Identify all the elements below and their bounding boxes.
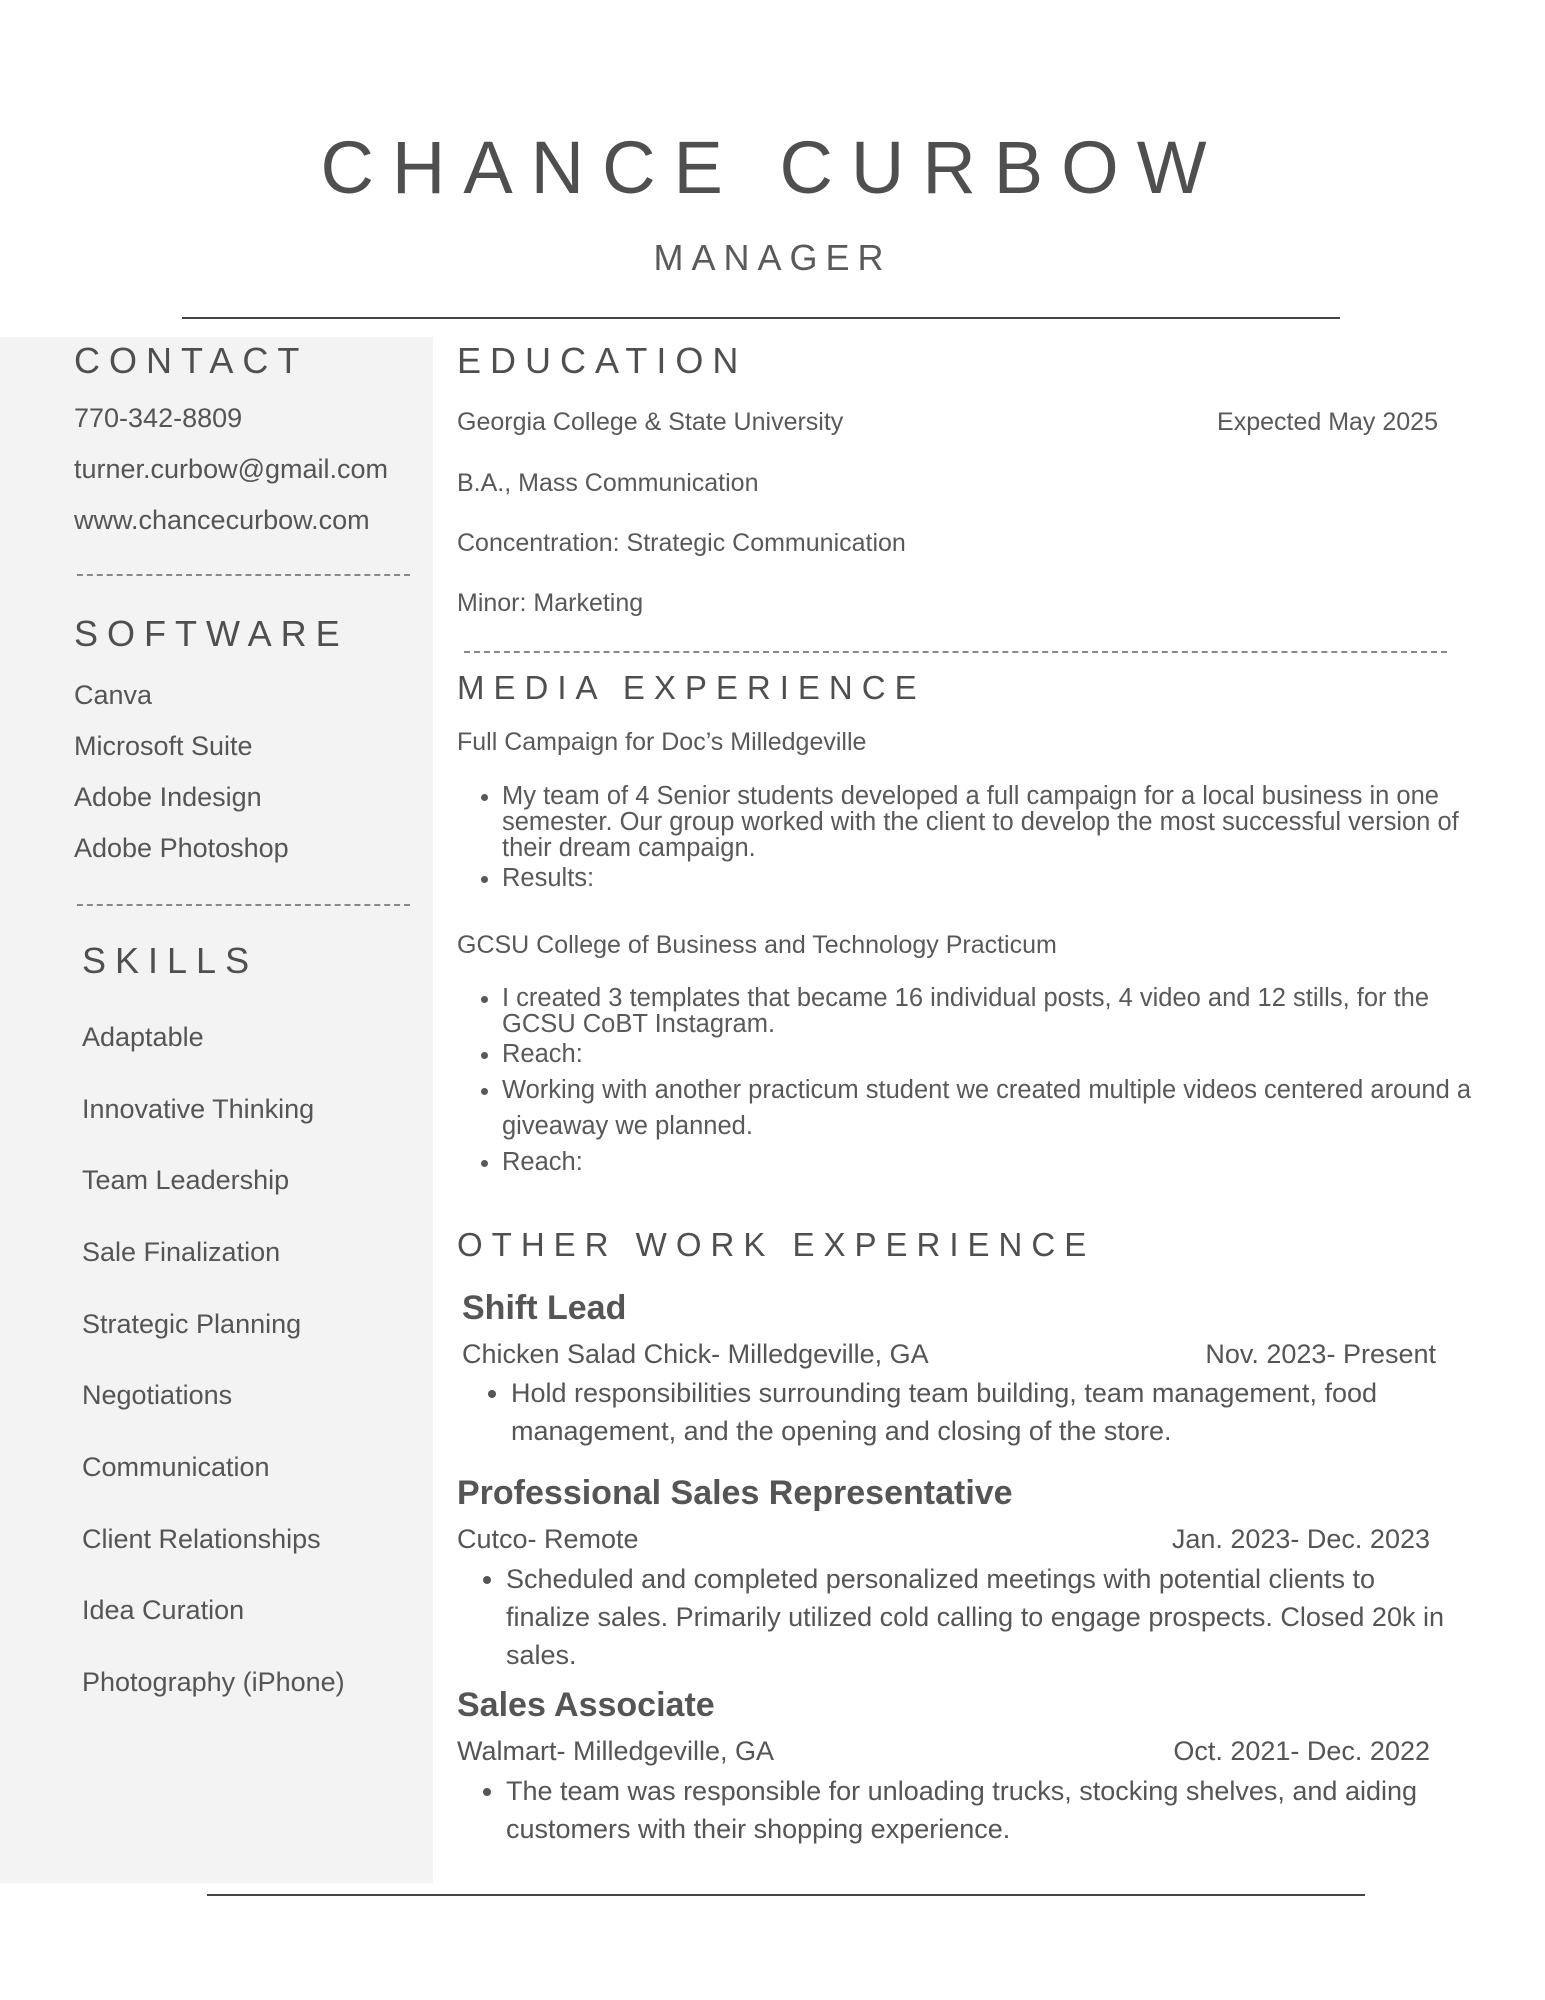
education-divider <box>464 651 1447 653</box>
contact-website: www.chancecurbow.com <box>74 505 370 535</box>
education-date: Expected May 2025 <box>1217 408 1438 436</box>
software-item: Canva <box>74 680 153 710</box>
contact-heading: CONTACT <box>74 340 309 381</box>
job-date: Nov. 2023- Present <box>1205 1339 1436 1369</box>
media-project-bullets <box>456 985 1492 1071</box>
footer-divider <box>207 1894 1365 1896</box>
education-minor: Minor: Marketing <box>457 589 644 617</box>
resume-name: CHANCE CURBOW <box>320 126 1225 209</box>
work-heading: OTHER WORK EXPERIENCE <box>457 1226 1096 1263</box>
contact-email: turner.curbow@gmail.com <box>74 454 389 484</box>
skill-item: Client Relationships <box>82 1524 321 1554</box>
job-place: Chicken Salad Chick- Milledgeville, GA <box>462 1339 929 1369</box>
skill-item: Adaptable <box>82 1022 204 1052</box>
list-item: • Hold responsibilities surrounding team building, team management, food management, and the opening and closing of the store. <box>511 1374 1471 1450</box>
list-item: • Reach: <box>502 1144 1492 1180</box>
list-item: • I created 3 templates that became 16 individual posts, 4 video and 12 stills, for the GCSU CoBT Instagram. <box>502 985 1492 1037</box>
list-item: • The team was responsible for unloading trucks, stocking shelves, and aiding customers with their shopping experience. <box>506 1772 1466 1848</box>
job-date: Jan. 2023- Dec. 2023 <box>1171 1524 1430 1554</box>
job-place: Walmart- Milledgeville, GA <box>457 1736 775 1766</box>
skill-item: Strategic Planning <box>82 1309 302 1339</box>
software-item: Adobe Photoshop <box>74 833 289 863</box>
job-bullets <box>458 1560 1466 1674</box>
education-degree: B.A., Mass Communication <box>457 469 759 497</box>
skill-item: Sale Finalization <box>82 1237 281 1267</box>
header-divider <box>182 317 1340 319</box>
list-item: • Results: <box>502 865 1492 891</box>
job-title: Shift Lead <box>462 1289 627 1327</box>
sidebar-divider <box>77 904 410 906</box>
skill-item: Negotiations <box>82 1380 233 1410</box>
job-title: Professional Sales Representative <box>457 1474 1013 1512</box>
media-heading: MEDIA EXPERIENCE <box>457 669 926 706</box>
media-project-title: Full Campaign for Doc’s Milledgeville <box>457 728 867 756</box>
skill-item: Idea Curation <box>82 1595 245 1625</box>
list-item: • Scheduled and completed personalized meetings with potential clients to finalize sales. Primarily utilized cold calling to engage prospects. Closed 20k in sales. <box>506 1560 1466 1674</box>
job-place: Cutco- Remote <box>457 1524 639 1554</box>
job-date: Oct. 2021- Dec. 2022 <box>1173 1736 1430 1766</box>
list-item: • Reach: <box>502 1041 1492 1067</box>
list-item: • My team of 4 Senior students developed a full campaign for a local business in one semester. Our group worked with the client to develop the most successful version of their dream campaign. <box>502 783 1492 861</box>
skill-item: Communication <box>82 1452 270 1482</box>
sidebar-divider <box>77 574 410 576</box>
skill-item: Innovative Thinking <box>82 1094 315 1124</box>
education-school: Georgia College & State University <box>457 408 844 436</box>
skills-heading: SKILLS <box>82 940 259 981</box>
software-heading: SOFTWARE <box>74 613 349 654</box>
skill-item: Team Leadership <box>82 1165 290 1195</box>
media-project-title: GCSU College of Business and Technology Practicum <box>457 931 1057 959</box>
education-concentration: Concentration: Strategic Communication <box>457 529 906 557</box>
software-item: Adobe Indesign <box>74 782 262 812</box>
skill-item: Photography (iPhone) <box>82 1667 345 1697</box>
education-heading: EDUCATION <box>457 340 748 381</box>
list-item: • Working with another practicum student we created multiple videos centered around a giveaway we planned. <box>502 1072 1492 1144</box>
resume-role: MANAGER <box>653 237 892 278</box>
media-project-bullets <box>456 783 1492 895</box>
media-project-bullets <box>456 1072 1492 1180</box>
job-bullets <box>463 1374 1471 1450</box>
job-title: Sales Associate <box>457 1686 715 1724</box>
job-bullets <box>458 1772 1466 1848</box>
contact-phone: 770-342-8809 <box>74 403 243 433</box>
software-item: Microsoft Suite <box>74 731 253 761</box>
